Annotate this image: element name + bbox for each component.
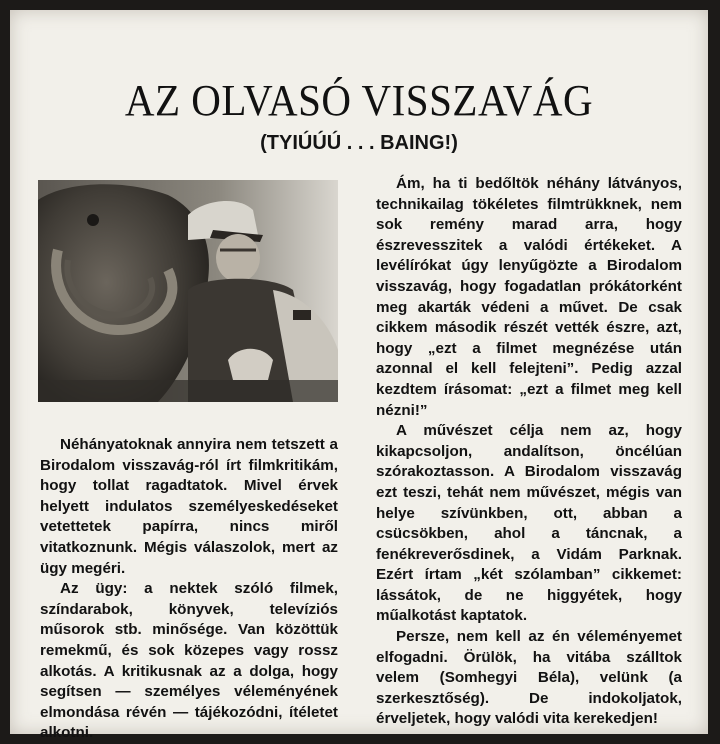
body-paragraph: Ám, ha ti bedőltök néhány látványos, technikailag tökéletes filmtrükknek, nem sok remény marad arra, hogy észrevesszitek a valódi értékeket. A levélírókat úgy lenyűgözte a Birodalom visszavág, hogy fogadatlan prókátorként meg akarták védeni a művet. De csak cikkem második részét vették észre, azt, hogy „ezt a filmet megnézése után azonnal el kell felejteni”. Pedig azzal kezdtem írásomat: „ezt a filmet meg kell nézni!” [376,175,682,419]
article-subtitle: (TYIÚÚÚ . . . BAING!) [260,132,458,154]
left-text-column [40,435,338,744]
tauntaun-rider-illustration [38,180,338,402]
body-paragraph: Az ügy: a nektek szóló filmek, színdarabok, könyvek, televíziós műsorok stb. minősége. Van közöttük remekmű, és sok közepes vagy rossz alkotás. A kritikusnak az a dolga, hogy segítsen — személyes véleményének elmondása révén — tájékozódni, ítéletet alkotni. [40,580,338,742]
body-paragraph: A művészet célja nem az, hogy kikapcsoljon, andalítson, öncélúan szórakoztasson. A Birodalom visszavág ezt teszi, tehát nem művészet, mégis van helye szívünkben, ott, abban a csücsökben, ahol a táncnak, a fenékreverősdinek, a Vidám Parknak. Ezért írtam „két szólamban” cikkemet: lássátok, de ne higgyétek, hogy műalkotást kaptatok. [376,422,682,625]
article-title: AZ OLVASÓ VISSZAVÁG [124,75,594,125]
right-text-column [376,174,682,730]
article-photo [38,180,338,402]
body-paragraph: Persze, nem kell az én véleményemet elfogadni. Örülök, ha vitába szálltok velem (Somhegyi Béla), velünk (a szerkesztőség). De indokoljatok, érveljetek, hogy valódi vita kerekedjen! [376,628,682,728]
magazine-page [10,10,708,742]
body-paragraph: Néhányatoknak annyira nem tetszett a Birodalom visszavág-ról írt filmkritikám, hogy tollat ragadtatok. Mivel érvek helyett indulatos személyeskedéseket vetettetek papírra, nincs miről vitatkoznunk. Mégis válaszolok, mert az ügy megéri. [40,436,338,577]
